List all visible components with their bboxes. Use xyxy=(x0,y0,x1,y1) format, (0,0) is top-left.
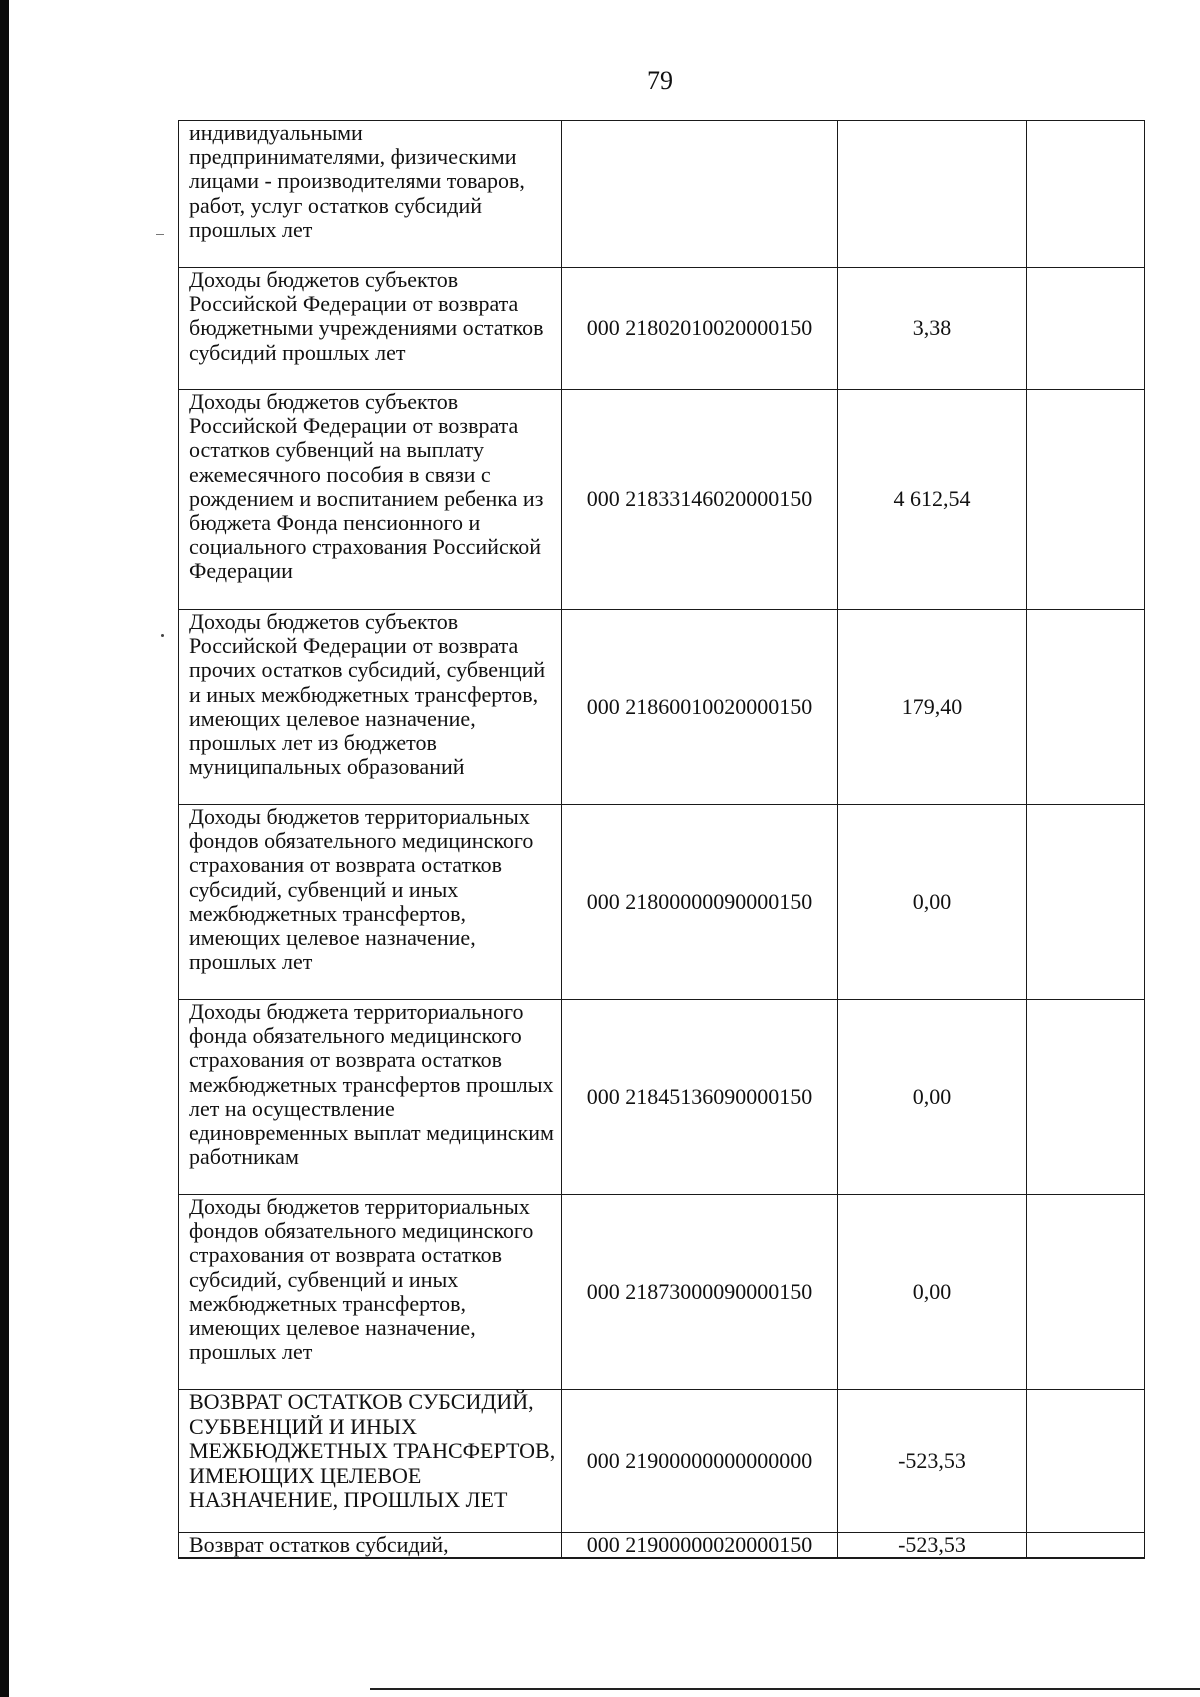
table-row xyxy=(179,1390,1145,1533)
table-row xyxy=(179,1533,1145,1559)
row-extra xyxy=(1027,805,1145,1000)
row-name: индивидуальными предпринимателями, физическими лицами - производителями товаров, работ, услуг остатков субсидий прошлых лет xyxy=(179,121,562,268)
row-name: Доходы бюджетов субъектов Российской Федерации от возврата остатков субвенций на выплату ежемесячного пособия в связи с рождением и воспитанием ребенка из бюджета Фонда пенсионного и социального страхования Российской Федерации xyxy=(179,390,562,610)
row-code: 000 21845136090000150 xyxy=(562,1000,838,1195)
row-value: 0,00 xyxy=(838,805,1027,1000)
scan-bottom-line xyxy=(370,1688,1200,1690)
row-code: 000 21860010020000150 xyxy=(562,610,838,805)
row-extra xyxy=(1027,121,1145,268)
row-extra xyxy=(1027,1390,1145,1533)
table-row xyxy=(179,1195,1145,1390)
row-code: 000 21802010020000150 xyxy=(562,268,838,390)
table-row xyxy=(179,121,1145,268)
row-name: Доходы бюджетов субъектов Российской Федерации от возврата бюджетными учреждениями остатков субсидий прошлых лет xyxy=(179,268,562,390)
scan-mark xyxy=(156,234,164,235)
row-value xyxy=(838,121,1027,268)
scan-edge-bar xyxy=(0,0,9,1697)
row-extra xyxy=(1027,1195,1145,1390)
table-row xyxy=(179,268,1145,390)
row-code: 000 21900000020000150 xyxy=(562,1533,838,1559)
row-code: 000 21833146020000150 xyxy=(562,390,838,610)
row-name: Доходы бюджетов территориальных фондов обязательного медицинского страхования от возврата остатков субсидий, субвенций и иных межбюджетных трансфертов, имеющих целевое назначение, прошлых лет xyxy=(179,1195,562,1390)
row-value: 0,00 xyxy=(838,1000,1027,1195)
table-row xyxy=(179,610,1145,805)
row-name: Доходы бюджетов территориальных фондов обязательного медицинского страхования от возврата остатков субсидий, субвенций и иных межбюджетных трансфертов, имеющих целевое назначение, прошлых лет xyxy=(179,805,562,1000)
row-value: 3,38 xyxy=(838,268,1027,390)
table-row xyxy=(179,390,1145,610)
page-number: 79 xyxy=(647,66,673,95)
row-code: 000 21900000000000000 xyxy=(562,1390,838,1533)
row-value: -523,53 xyxy=(838,1533,1027,1559)
row-value: -523,53 xyxy=(838,1390,1027,1533)
row-code: 000 21873000090000150 xyxy=(562,1195,838,1390)
row-extra xyxy=(1027,1000,1145,1195)
row-extra xyxy=(1027,268,1145,390)
row-extra xyxy=(1027,390,1145,610)
row-value: 4 612,54 xyxy=(838,390,1027,610)
row-name: Доходы бюджета территориального фонда обязательного медицинского страхования от возврата остатков межбюджетных трансфертов прошлых лет на осуществление единовременных выплат медицинским работникам xyxy=(179,1000,562,1195)
row-extra xyxy=(1027,610,1145,805)
table-row xyxy=(179,1000,1145,1195)
row-code: 000 21800000090000150 xyxy=(562,805,838,1000)
row-name: Возврат остатков субсидий, xyxy=(179,1533,562,1559)
row-value: 179,40 xyxy=(838,610,1027,805)
row-name: ВОЗВРАТ ОСТАТКОВ СУБСИДИЙ, СУБВЕНЦИЙ И ИНЫХ МЕЖБЮДЖЕТНЫХ ТРАНСФЕРТОВ, ИМЕЮЩИХ ЦЕЛЕВОЕ НАЗНАЧЕНИЕ, ПРОШЛЫХ ЛЕТ xyxy=(179,1390,562,1533)
row-extra xyxy=(1027,1533,1145,1559)
scan-speck xyxy=(161,634,164,637)
row-value: 0,00 xyxy=(838,1195,1027,1390)
row-code xyxy=(562,121,838,268)
row-name: Доходы бюджетов субъектов Российской Федерации от возврата прочих остатков субсидий, субвенций и иных межбюджетных трансфертов, имеющих целевое назначение, прошлых лет из бюджетов муниципальных образований xyxy=(179,610,562,805)
table-row xyxy=(179,805,1145,1000)
budget-table xyxy=(178,120,1145,1559)
